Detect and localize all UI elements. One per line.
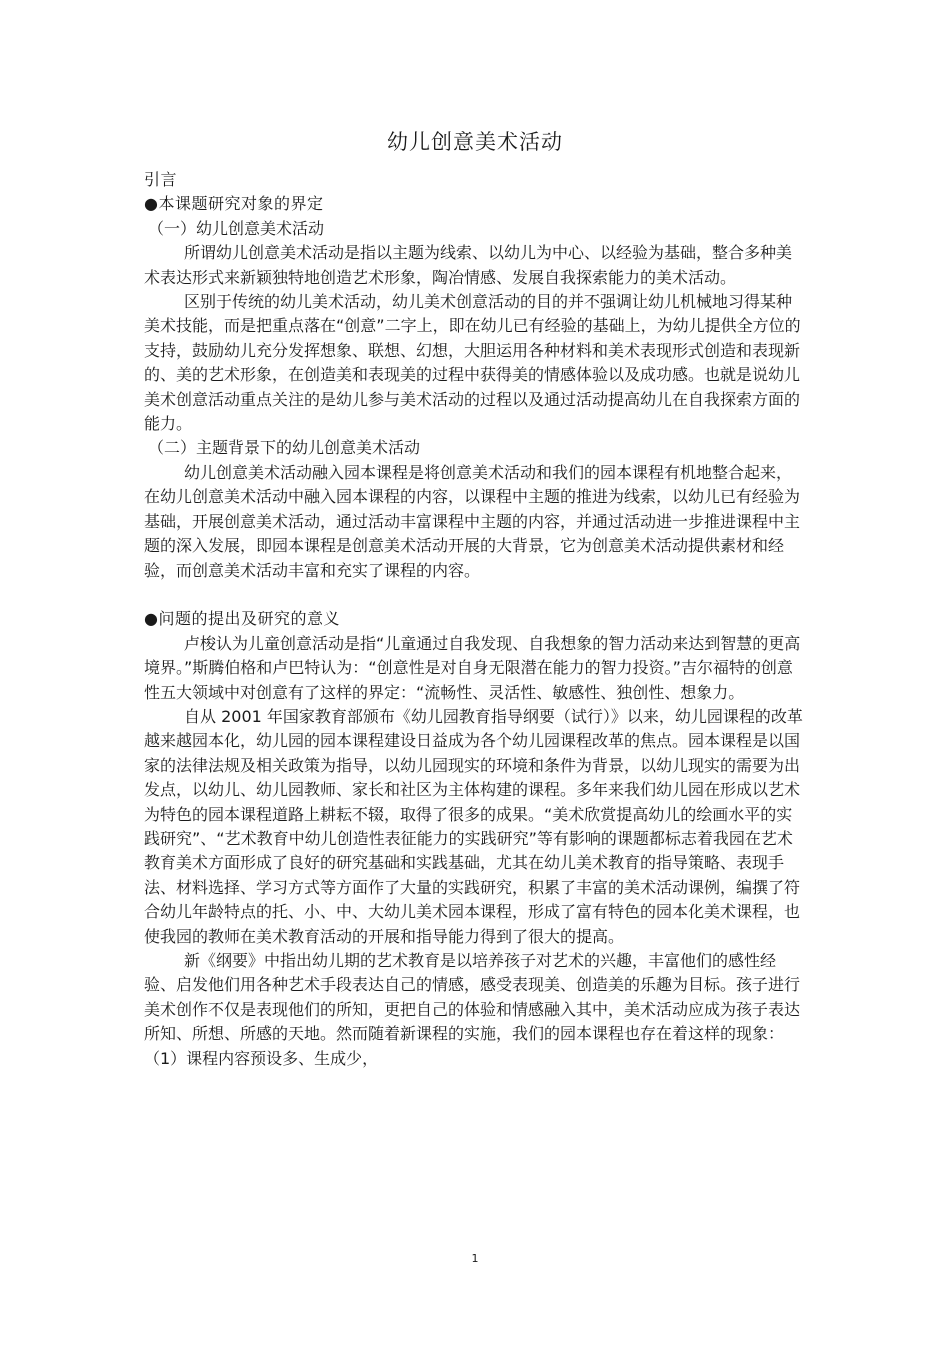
paragraph-history: 自从 2001 年国家教育部颁布《幼儿园教育指导纲要（试行）》以来，幼儿园课程的改革越来越园本化，幼儿园的园本课程建设日益成为各个幼儿园课程改革的焦点。园本课程是以国家的法律法规及相关政策为指导，以幼儿园现实的环境和条件为背景，以幼儿现实的需要为出发点，以幼儿、幼儿园教师、家长和社区为主体构建的课程。多年来我们幼儿园在形成以艺术为特色的园本课程道路上耕耘不辍，取得了很多的成果。“美术欣赏提高幼儿的绘画水平的实践研究”、“艺术教育中幼儿创造性表征能力的实践研究”等有影响的课题都标志着我园在艺术教育美术方面形成了良好的研究基础和实践基础，尤其在幼儿美术教育的指导策略、表现手法、材料选择、学习方式等方面作了大量的实践研究，积累了丰富的美术活动课例，编撰了符合幼儿年龄特点的托、小、中、大幼儿美术园本课程，形成了富有特色的园本化美术课程，也使我园的教师在美术教育活动的开展和指导能力得到了很大的提高。: [144, 706, 803, 946]
paragraph-difference: 区别于传统的幼儿美术活动，幼儿美术创意活动的目的并不强调让幼儿机械地习得某种美术技能，而是把重点落在“创意”二字上，即在幼儿已有经验的基础上，为幼儿提供全方位的支持，鼓励幼儿充分发挥想象、联想、幻想，大胆运用各种材料和美术表现形式创造和表现新的、美的艺术形象，在创造美和表现美的过程中获得美的情感体验以及成功感。也就是说幼儿美术创意活动重点关注的是幼儿参与美术活动的过程以及通过活动提高幼儿在自我探索方面的能力。: [144, 292, 801, 434]
paragraph-definition: 所谓幼儿创意美术活动是指以主题为线索、以幼儿为中心、以经验为基础，整合多种美术表达形式来新颖独特地创造艺术形象，陶冶情感、发展自我探索能力的美术活动。: [144, 243, 793, 287]
document-title: 幼儿创意美术活动: [387, 130, 563, 154]
document-body: [144, 168, 804, 1071]
blank-line: [144, 583, 804, 607]
section-intro: 引言: [144, 170, 178, 189]
section-research-object: ●本课题研究对象的界定: [144, 194, 324, 214]
paragraph-theme: 幼儿创意美术活动融入园本课程是将创意美术活动和我们的园本课程有机地整合起来，在幼儿创意美术活动中融入园本课程的内容，以课程中主题的推进为线索，以幼儿已有经验为基础，开展创意美术活动，通过活动丰富课程中主题的内容，并通过活动进一步推进课程中主题的深入发展，即园本课程是创意美术活动开展的大背景，它为创意美术活动提供素材和经验，而创意美术活动丰富和充实了课程的内容。: [144, 462, 801, 580]
page-number: 1: [471, 1252, 479, 1265]
subsection-1: （一）幼儿创意美术活动: [148, 218, 325, 238]
paragraph-guideline: 新《纲要》中指出幼儿期的艺术教育是以培养孩子对艺术的兴趣，丰富他们的感性经验、启发他们用各种艺术手段表达自己的情感，感受表现美、创造美的乐趣为目标。孩子进行美术创作不仅是表现他们的所知，更把自己的体验和情感融入其中，美术活动应成为孩子表达所知、所想、所感的天地。然而随着新课程的实施，我们的园本课程也存在着这样的现象：（1）课程内容预设多、生成少，: [144, 950, 801, 1068]
subsection-2: （二）主题背景下的幼儿创意美术活动: [148, 438, 421, 458]
paragraph-creativity: 卢梭认为儿童创意活动是指“儿童通过自我发现、自我想象的智力活动来达到智慧的更高境界。”斯腾伯格和卢巴特认为：“创意性是对自身无限潜在能力的智力投资。”吉尔福特的创意性五大领域中对创意有了这样的界定：“流畅性、灵活性、敏感性、独创性、想象力。: [144, 633, 801, 702]
section-problem: ●问题的提出及研究的意义: [144, 609, 340, 629]
